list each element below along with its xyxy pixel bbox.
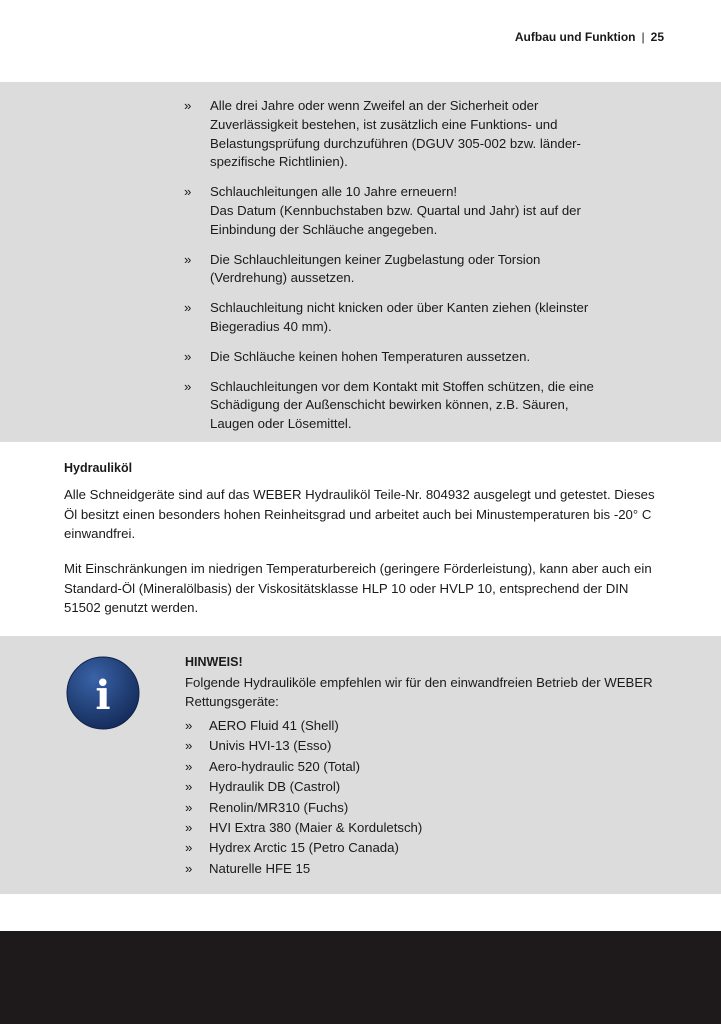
list-item — [184, 348, 614, 367]
bullet-text: Schlauchleitungen vor dem Kontakt mit Stoffen schützen, die eine Schädigung der Außenschicht bewirken können, z.B. Säuren, Laugen oder Lösemittel. — [210, 378, 594, 432]
bullet-marker: » — [184, 300, 192, 316]
bullet-text: Schlauchleitungen alle 10 Jahre erneuern! — [210, 184, 458, 200]
bullet-marker: » — [185, 738, 193, 754]
oil-name: HVI Extra 380 (Maier & Korduletsch) — [209, 820, 423, 836]
bullet-marker: » — [185, 779, 193, 795]
bullet-marker: » — [184, 251, 192, 267]
notice-title: HINWEIS! — [185, 655, 243, 669]
oil-name: Hydrex Arctic 15 (Petro Canada) — [209, 840, 399, 856]
list-item — [184, 251, 614, 289]
bullet-marker: » — [185, 758, 193, 774]
section-name: Aufbau und Funktion — [514, 30, 636, 44]
safety-bullet-list — [184, 97, 614, 445]
bullet-marker: » — [184, 98, 192, 113]
list-item — [185, 716, 422, 736]
hydraulic-oil-paragraph-1: Alle Schneidgeräte sind auf das WEBER Hydrauliköl Teile-Nr. 804932 ausgelegt und getestet. Dieses Öl besitzt einen besonders hohen Reinheitsgrad und arbeitet auch bei Minustemperaturen bis -20° C einwandfrei. — [64, 487, 655, 541]
list-item — [185, 777, 422, 797]
list-item — [185, 838, 422, 858]
page-header — [0, 0, 721, 82]
bullet-marker: » — [184, 378, 192, 394]
bullet-marker: » — [185, 718, 193, 733]
list-item — [185, 859, 422, 879]
bullet-text: Die Schläuche keinen hohen Temperaturen aussetzen. — [210, 348, 531, 364]
section-title-hydraulic-oil: Hydrauliköl — [64, 461, 133, 475]
hydraulic-oil-paragraph-2: Mit Einschränkungen im niedrigen Temperaturbereich (geringere Förderleistung), kann aber auch ein Standard-Öl (Mineralölbasis) der Viskositätsklasse HLP 10 oder HVLP 10, entsprechend der DIN 51502 genutzt werden. — [64, 561, 652, 615]
list-item — [184, 378, 614, 434]
running-header — [515, 30, 664, 44]
list-item — [185, 757, 422, 777]
bullet-marker: » — [184, 184, 192, 200]
oil-name: Aero-hydraulic 520 (Total) — [209, 758, 360, 774]
oil-name: AERO Fluid 41 (Shell) — [209, 718, 339, 733]
header-separator: | — [641, 30, 645, 44]
bullet-marker: » — [184, 348, 192, 364]
list-item — [185, 818, 422, 838]
oil-name: Naturelle HFE 15 — [209, 860, 311, 876]
footer-bar — [0, 931, 721, 1024]
info-icon — [66, 656, 140, 730]
oil-name: Hydraulik DB (Castrol) — [209, 779, 341, 795]
bullet-marker: » — [185, 840, 193, 856]
notice-text: Folgende Hydrauliköle empfehlen wir für den einwandfreien Betrieb der WEBER Rettungsgeräte: — [185, 675, 653, 709]
bullet-marker: » — [185, 860, 193, 876]
info-icon-letter: i — [95, 672, 111, 719]
oil-name: Renolin/MR310 (Fuchs) — [209, 799, 349, 815]
list-item — [185, 736, 422, 756]
bullet-text: Schlauchleitung nicht knicken oder über Kanten ziehen (kleinster Biegeradius 40 mm). — [210, 300, 589, 334]
bullet-text: Die Schlauchleitungen keiner Zugbelastung oder Torsion (Verdrehung) aussetzen. — [210, 251, 541, 286]
bullet-marker: » — [185, 799, 193, 815]
oil-name: Univis HVI-13 (Esso) — [209, 738, 332, 754]
recommended-oils-list — [185, 716, 422, 879]
list-item — [185, 798, 422, 818]
bullet-text: Alle drei Jahre oder wenn Zweifel an der Sicherheit oder Zuverlässigkeit bestehen, ist zusätzlich eine Funktions- und Belastungsprüfung durchzuführen (DGUV 305-002 bzw. länder-spezifische Richtlinien). — [210, 98, 581, 170]
list-item — [184, 183, 614, 239]
bullet-subtext: Das Datum (Kennbuchstaben bzw. Quartal und Jahr) ist auf der Einbindung der Schläuche angegeben. — [210, 202, 581, 237]
bullet-marker: » — [185, 820, 193, 836]
list-item — [184, 97, 614, 172]
page-number: 25 — [650, 30, 664, 44]
list-item — [184, 299, 614, 337]
